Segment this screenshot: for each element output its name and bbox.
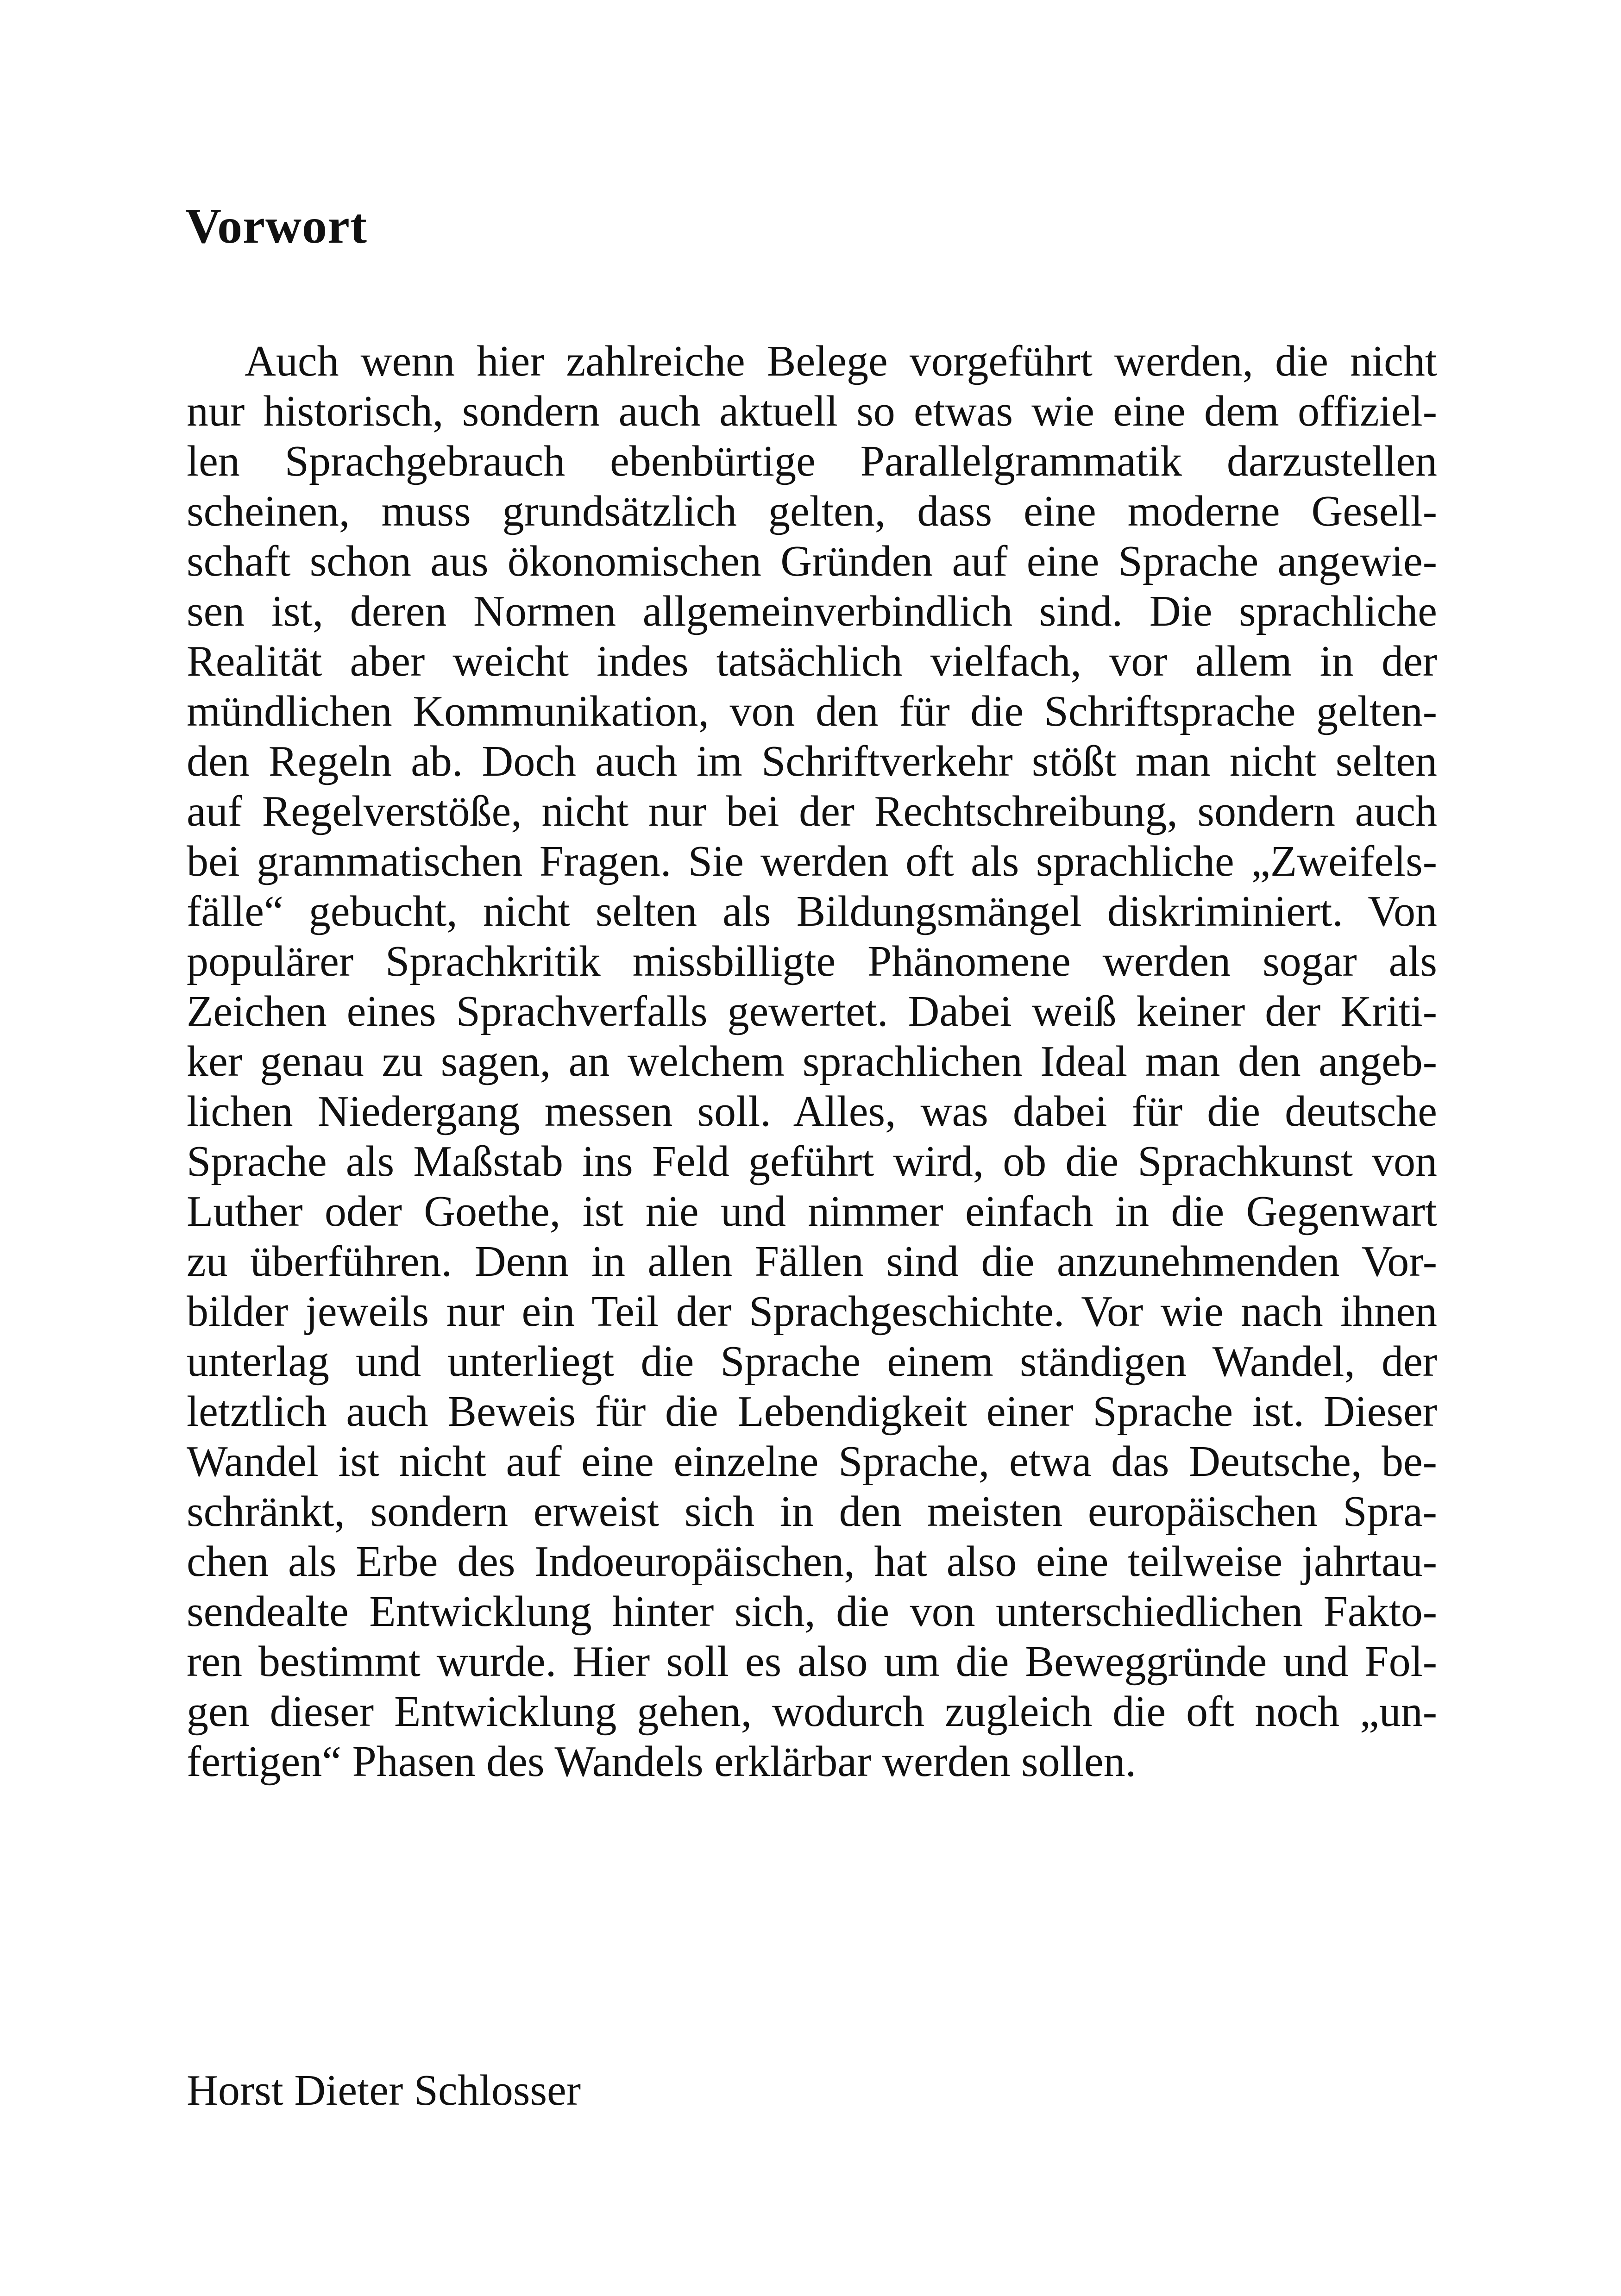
page-title: Vorwort <box>185 199 367 254</box>
paragraph-line: schaft schon aus ökonomischen Gründen auf eine Sprache angewie- <box>187 537 1437 585</box>
paragraph-line: Zeichen eines Sprachverfalls gewertet. Dabei weiß keiner der Kriti- <box>187 987 1437 1035</box>
paragraph-line: ren bestimmt wurde. Hier soll es also um die Beweggründe und Fol- <box>187 1637 1437 1686</box>
paragraph-line: Realität aber weicht indes tatsächlich vielfach, vor allem in der <box>187 637 1437 685</box>
paragraph-line: Auch wenn hier zahlreiche Belege vorgeführt werden, die nicht <box>245 337 1437 385</box>
paragraph-line: den Regeln ab. Doch auch im Schriftverkehr stößt man nicht selten <box>187 737 1437 785</box>
paragraph-line: Wandel ist nicht auf eine einzelne Sprache, etwa das Deutsche, be- <box>187 1437 1437 1486</box>
paragraph-line: auf Regelverstöße, nicht nur bei der Rechtschreibung, sondern auch <box>187 787 1437 835</box>
author-signature: Horst Dieter Schlosser <box>187 2066 581 2114</box>
paragraph-line: schränkt, sondern erweist sich in den meisten europäischen Spra- <box>187 1487 1437 1536</box>
paragraph-line: ker genau zu sagen, an welchem sprachlichen Ideal man den angeb- <box>187 1037 1437 1085</box>
paragraph-line: bei grammatischen Fragen. Sie werden oft als sprachliche „Zweifels- <box>187 837 1437 885</box>
paragraph-line: Luther oder Goethe, ist nie und nimmer einfach in die Gegenwart <box>187 1187 1437 1236</box>
paragraph-line: sendealte Entwicklung hinter sich, die von unterschiedlichen Fakto- <box>187 1587 1437 1636</box>
paragraph-line: fälle“ gebucht, nicht selten als Bildungsmängel diskriminiert. Von <box>187 887 1437 935</box>
paragraph-line: sen ist, deren Normen allgemeinverbindlich sind. Die sprachliche <box>187 587 1437 635</box>
paragraph-line: nur historisch, sondern auch aktuell so etwas wie eine dem offiziel- <box>187 387 1437 435</box>
paragraph-line: gen dieser Entwicklung gehen, wodurch zugleich die oft noch „un- <box>187 1687 1437 1736</box>
paragraph-line: populärer Sprachkritik missbilligte Phänomene werden sogar als <box>187 937 1437 985</box>
paragraph-line: lichen Niedergang messen soll. Alles, was dabei für die deutsche <box>187 1087 1437 1135</box>
preface-paragraph <box>187 336 1437 1787</box>
paragraph-line: unterlag und unterliegt die Sprache einem ständigen Wandel, der <box>187 1337 1437 1386</box>
paragraph-line: mündlichen Kommunikation, von den für die Schriftsprache gelten- <box>187 687 1437 735</box>
paragraph-line: chen als Erbe des Indoeuropäischen, hat also eine teilweise jahrtau- <box>187 1537 1437 1586</box>
paragraph-line: bilder jeweils nur ein Teil der Sprachgeschichte. Vor wie nach ihnen <box>187 1287 1437 1336</box>
paragraph-line: Sprache als Maßstab ins Feld geführt wird, ob die Sprachkunst von <box>187 1137 1437 1186</box>
paragraph-line: fertigen“ Phasen des Wandels erklärbar werden sollen. <box>187 1738 1137 1786</box>
paragraph-line: len Sprachgebrauch ebenbürtige Parallelgrammatik darzustellen <box>187 437 1437 485</box>
paragraph-line: letztlich auch Beweis für die Lebendigkeit einer Sprache ist. Dieser <box>187 1387 1437 1436</box>
paragraph-line: zu überführen. Denn in allen Fällen sind die anzunehmenden Vor- <box>187 1237 1437 1286</box>
paragraph-line: scheinen, muss grundsätzlich gelten, dass eine moderne Gesell- <box>187 487 1437 535</box>
